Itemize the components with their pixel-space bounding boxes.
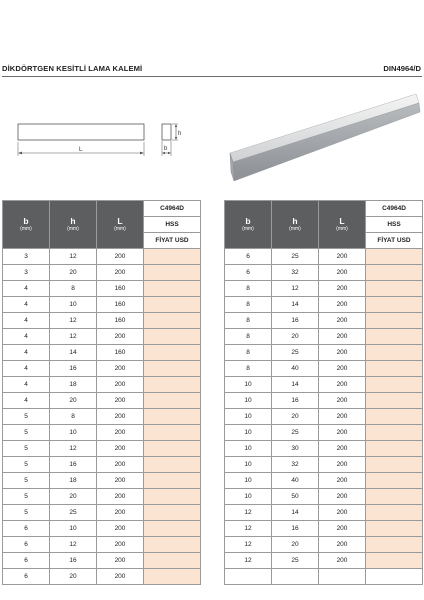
cell-l: 200 (319, 361, 366, 377)
cell-b: 12 (225, 537, 272, 553)
cell-b: 5 (3, 457, 50, 473)
cell-l: 200 (97, 457, 144, 473)
table-row (225, 537, 423, 553)
cell-h (272, 569, 319, 585)
cell-price (366, 345, 423, 361)
col-b-header: b (mm) (3, 201, 50, 249)
cell-l: 200 (97, 409, 144, 425)
cell-price (144, 505, 201, 521)
table-row (225, 393, 423, 409)
cell-h: 12 (50, 329, 97, 345)
table-row (3, 377, 201, 393)
cell-h: 20 (50, 393, 97, 409)
cell-b: 4 (3, 313, 50, 329)
cell-b: 5 (3, 425, 50, 441)
cell-price (366, 313, 423, 329)
cell-price (366, 281, 423, 297)
cell-price (144, 441, 201, 457)
cell-l: 200 (319, 457, 366, 473)
cell-b: 10 (225, 441, 272, 457)
cell-l: 200 (97, 265, 144, 281)
table-row (225, 569, 423, 585)
col-l-header: L (mm) (97, 201, 144, 249)
cell-l: 160 (97, 313, 144, 329)
right-table-body (225, 249, 423, 585)
cell-price (144, 569, 201, 585)
cell-price (366, 489, 423, 505)
cell-h: 16 (50, 361, 97, 377)
width-label: b (164, 146, 168, 152)
cell-l: 200 (97, 377, 144, 393)
spec-table-right (224, 200, 423, 585)
cell-l: 200 (319, 521, 366, 537)
cell-l: 200 (97, 329, 144, 345)
left-table-body (3, 249, 201, 585)
cell-l: 200 (319, 249, 366, 265)
table-row (225, 297, 423, 313)
cell-l: 200 (319, 329, 366, 345)
cell-b: 5 (3, 489, 50, 505)
cell-b: 6 (225, 249, 272, 265)
cell-b: 4 (3, 393, 50, 409)
table-row (225, 265, 423, 281)
cell-price (366, 457, 423, 473)
cell-h: 14 (272, 297, 319, 313)
cell-b: 10 (225, 393, 272, 409)
cell-h: 16 (50, 457, 97, 473)
cell-b: 3 (3, 265, 50, 281)
cell-h: 32 (272, 457, 319, 473)
cell-price (366, 361, 423, 377)
cell-h: 16 (272, 393, 319, 409)
cell-price (366, 377, 423, 393)
cell-b: 8 (225, 281, 272, 297)
cell-price (144, 377, 201, 393)
table-row (225, 329, 423, 345)
cell-price (144, 537, 201, 553)
cell-h: 12 (50, 313, 97, 329)
table-row (3, 329, 201, 345)
table-row (3, 457, 201, 473)
table-row (3, 537, 201, 553)
cell-l: 200 (319, 537, 366, 553)
cell-l: 200 (319, 297, 366, 313)
cell-b: 10 (225, 425, 272, 441)
table-row (225, 553, 423, 569)
cell-l: 200 (97, 473, 144, 489)
page-title: DİKDÖRTGEN KESİTLİ LAMA KALEMİ (2, 64, 143, 73)
material-header: HSS (144, 217, 201, 233)
cell-price (144, 361, 201, 377)
cell-b: 12 (225, 553, 272, 569)
cell-l: 200 (97, 505, 144, 521)
cell-h: 32 (272, 265, 319, 281)
cell-l: 160 (97, 281, 144, 297)
table-row (225, 473, 423, 489)
tool-bit-drawing (12, 114, 192, 164)
cell-h: 14 (50, 345, 97, 361)
cell-l: 200 (319, 553, 366, 569)
col-l-header: L (mm) (319, 201, 366, 249)
table-row (3, 473, 201, 489)
cell-h: 40 (272, 473, 319, 489)
cell-h: 20 (50, 569, 97, 585)
cell-price (144, 457, 201, 473)
cell-h: 25 (272, 249, 319, 265)
table-row (225, 377, 423, 393)
table-row (3, 521, 201, 537)
cell-price (144, 409, 201, 425)
cell-l: 200 (97, 569, 144, 585)
cell-b: 8 (225, 361, 272, 377)
table-row (3, 409, 201, 425)
table-row (225, 313, 423, 329)
cell-b: 5 (3, 441, 50, 457)
table-row (225, 505, 423, 521)
cell-h: 16 (272, 521, 319, 537)
table-row (225, 489, 423, 505)
cell-l: 200 (319, 441, 366, 457)
cell-b: 5 (3, 505, 50, 521)
price-header: FİYAT USD (366, 233, 423, 249)
cell-l: 200 (97, 441, 144, 457)
cell-h: 20 (50, 265, 97, 281)
cell-h: 10 (50, 521, 97, 537)
cell-h: 50 (272, 489, 319, 505)
table-row (3, 297, 201, 313)
cell-l: 200 (97, 393, 144, 409)
cell-b: 6 (3, 537, 50, 553)
cell-b (225, 569, 272, 585)
cell-price (144, 313, 201, 329)
cell-l: 200 (97, 249, 144, 265)
table-row (3, 425, 201, 441)
cell-l: 200 (319, 505, 366, 521)
cell-h: 20 (272, 409, 319, 425)
cell-b: 6 (225, 265, 272, 281)
bar-front-face (233, 103, 420, 181)
cell-price (144, 425, 201, 441)
cell-b: 8 (225, 313, 272, 329)
price-header: FİYAT USD (144, 233, 201, 249)
cell-h: 12 (50, 249, 97, 265)
table-row (3, 441, 201, 457)
table-row (225, 361, 423, 377)
cell-b: 8 (225, 345, 272, 361)
cell-price (366, 553, 423, 569)
cell-b: 4 (3, 361, 50, 377)
cell-h: 12 (50, 537, 97, 553)
cell-h: 12 (272, 281, 319, 297)
cell-price (144, 249, 201, 265)
col-h-header: h (mm) (272, 201, 319, 249)
cell-b: 10 (225, 409, 272, 425)
cell-b: 4 (3, 345, 50, 361)
cell-price (144, 489, 201, 505)
table-row (225, 457, 423, 473)
cell-b: 8 (225, 329, 272, 345)
cell-h: 20 (50, 489, 97, 505)
cell-price (144, 345, 201, 361)
cell-l: 200 (319, 281, 366, 297)
page-header (0, 64, 424, 76)
cell-h: 14 (272, 377, 319, 393)
cell-price (144, 521, 201, 537)
cell-h: 16 (50, 553, 97, 569)
cell-b: 6 (3, 553, 50, 569)
cell-l (319, 569, 366, 585)
cell-l: 200 (97, 537, 144, 553)
cell-h: 18 (50, 473, 97, 489)
cell-price (144, 393, 201, 409)
table-row (225, 281, 423, 297)
cell-l: 200 (319, 393, 366, 409)
cell-l: 160 (97, 345, 144, 361)
cell-price (366, 265, 423, 281)
table-row (3, 489, 201, 505)
cell-price (366, 441, 423, 457)
cell-h: 10 (50, 297, 97, 313)
cell-b: 10 (225, 377, 272, 393)
cell-l: 200 (319, 377, 366, 393)
height-label: h (178, 131, 182, 137)
cell-b: 10 (225, 473, 272, 489)
cell-l: 200 (97, 489, 144, 505)
bar-top-face (230, 94, 419, 162)
cell-h: 20 (272, 329, 319, 345)
cell-price (366, 473, 423, 489)
col-h-header: h (mm) (50, 201, 97, 249)
table-row (3, 281, 201, 297)
cell-b: 10 (225, 457, 272, 473)
cell-h: 14 (272, 505, 319, 521)
table-row (3, 345, 201, 361)
cell-b: 4 (3, 329, 50, 345)
cell-l: 200 (319, 313, 366, 329)
table-row (3, 569, 201, 585)
cell-h: 25 (272, 553, 319, 569)
cell-price (366, 329, 423, 345)
cell-price (366, 393, 423, 409)
cell-l: 200 (319, 489, 366, 505)
cell-b: 6 (3, 521, 50, 537)
header-divider (2, 76, 422, 77)
cell-b: 12 (225, 505, 272, 521)
cell-price (366, 297, 423, 313)
cell-b: 8 (225, 297, 272, 313)
standard-code: DIN4964/D (383, 64, 421, 73)
cell-l: 200 (319, 345, 366, 361)
cell-l: 200 (97, 425, 144, 441)
cell-price (366, 537, 423, 553)
cell-h: 25 (50, 505, 97, 521)
table-row (225, 345, 423, 361)
cell-l: 200 (319, 409, 366, 425)
table-row (3, 553, 201, 569)
cell-h: 18 (50, 377, 97, 393)
table-row (3, 361, 201, 377)
cell-l: 200 (97, 553, 144, 569)
table-row (225, 521, 423, 537)
cell-l: 160 (97, 297, 144, 313)
side-view-outline (18, 124, 144, 140)
cell-h: 25 (272, 345, 319, 361)
cell-l: 200 (97, 521, 144, 537)
cell-h: 20 (272, 537, 319, 553)
cell-h: 12 (50, 441, 97, 457)
table-row (225, 441, 423, 457)
table-row (225, 425, 423, 441)
product-code-header: C4964D (366, 201, 423, 217)
spec-table-left (2, 200, 201, 585)
end-view-outline (162, 124, 171, 140)
cell-l: 200 (319, 425, 366, 441)
tool-bit-photo (224, 90, 424, 200)
length-label: L (79, 147, 83, 153)
cell-price (144, 281, 201, 297)
table-row (3, 265, 201, 281)
cell-price (366, 409, 423, 425)
cell-b: 10 (225, 489, 272, 505)
cell-b: 4 (3, 281, 50, 297)
cell-price (366, 521, 423, 537)
cell-b: 4 (3, 297, 50, 313)
cell-price (144, 265, 201, 281)
cell-b: 6 (3, 569, 50, 585)
table-row (225, 409, 423, 425)
table-row (3, 505, 201, 521)
cell-price (366, 249, 423, 265)
cell-h: 30 (272, 441, 319, 457)
cell-b: 3 (3, 249, 50, 265)
cell-price (366, 569, 423, 585)
col-b-header: b (mm) (225, 201, 272, 249)
cell-price (144, 329, 201, 345)
cell-l: 200 (319, 473, 366, 489)
cell-b: 12 (225, 521, 272, 537)
cell-price (366, 425, 423, 441)
table-row (3, 393, 201, 409)
product-code-header: C4964D (144, 201, 201, 217)
table-row (225, 249, 423, 265)
cell-h: 25 (272, 425, 319, 441)
cell-price (144, 473, 201, 489)
cell-b: 5 (3, 473, 50, 489)
cell-h: 8 (50, 409, 97, 425)
cell-h: 8 (50, 281, 97, 297)
cell-h: 10 (50, 425, 97, 441)
cell-b: 5 (3, 409, 50, 425)
cell-price (144, 553, 201, 569)
cell-h: 16 (272, 313, 319, 329)
cell-l: 200 (319, 265, 366, 281)
cell-h: 40 (272, 361, 319, 377)
cell-price (144, 297, 201, 313)
table-row (3, 249, 201, 265)
cell-b: 4 (3, 377, 50, 393)
cell-l: 200 (97, 361, 144, 377)
material-header: HSS (366, 217, 423, 233)
table-row (3, 313, 201, 329)
cell-price (366, 505, 423, 521)
